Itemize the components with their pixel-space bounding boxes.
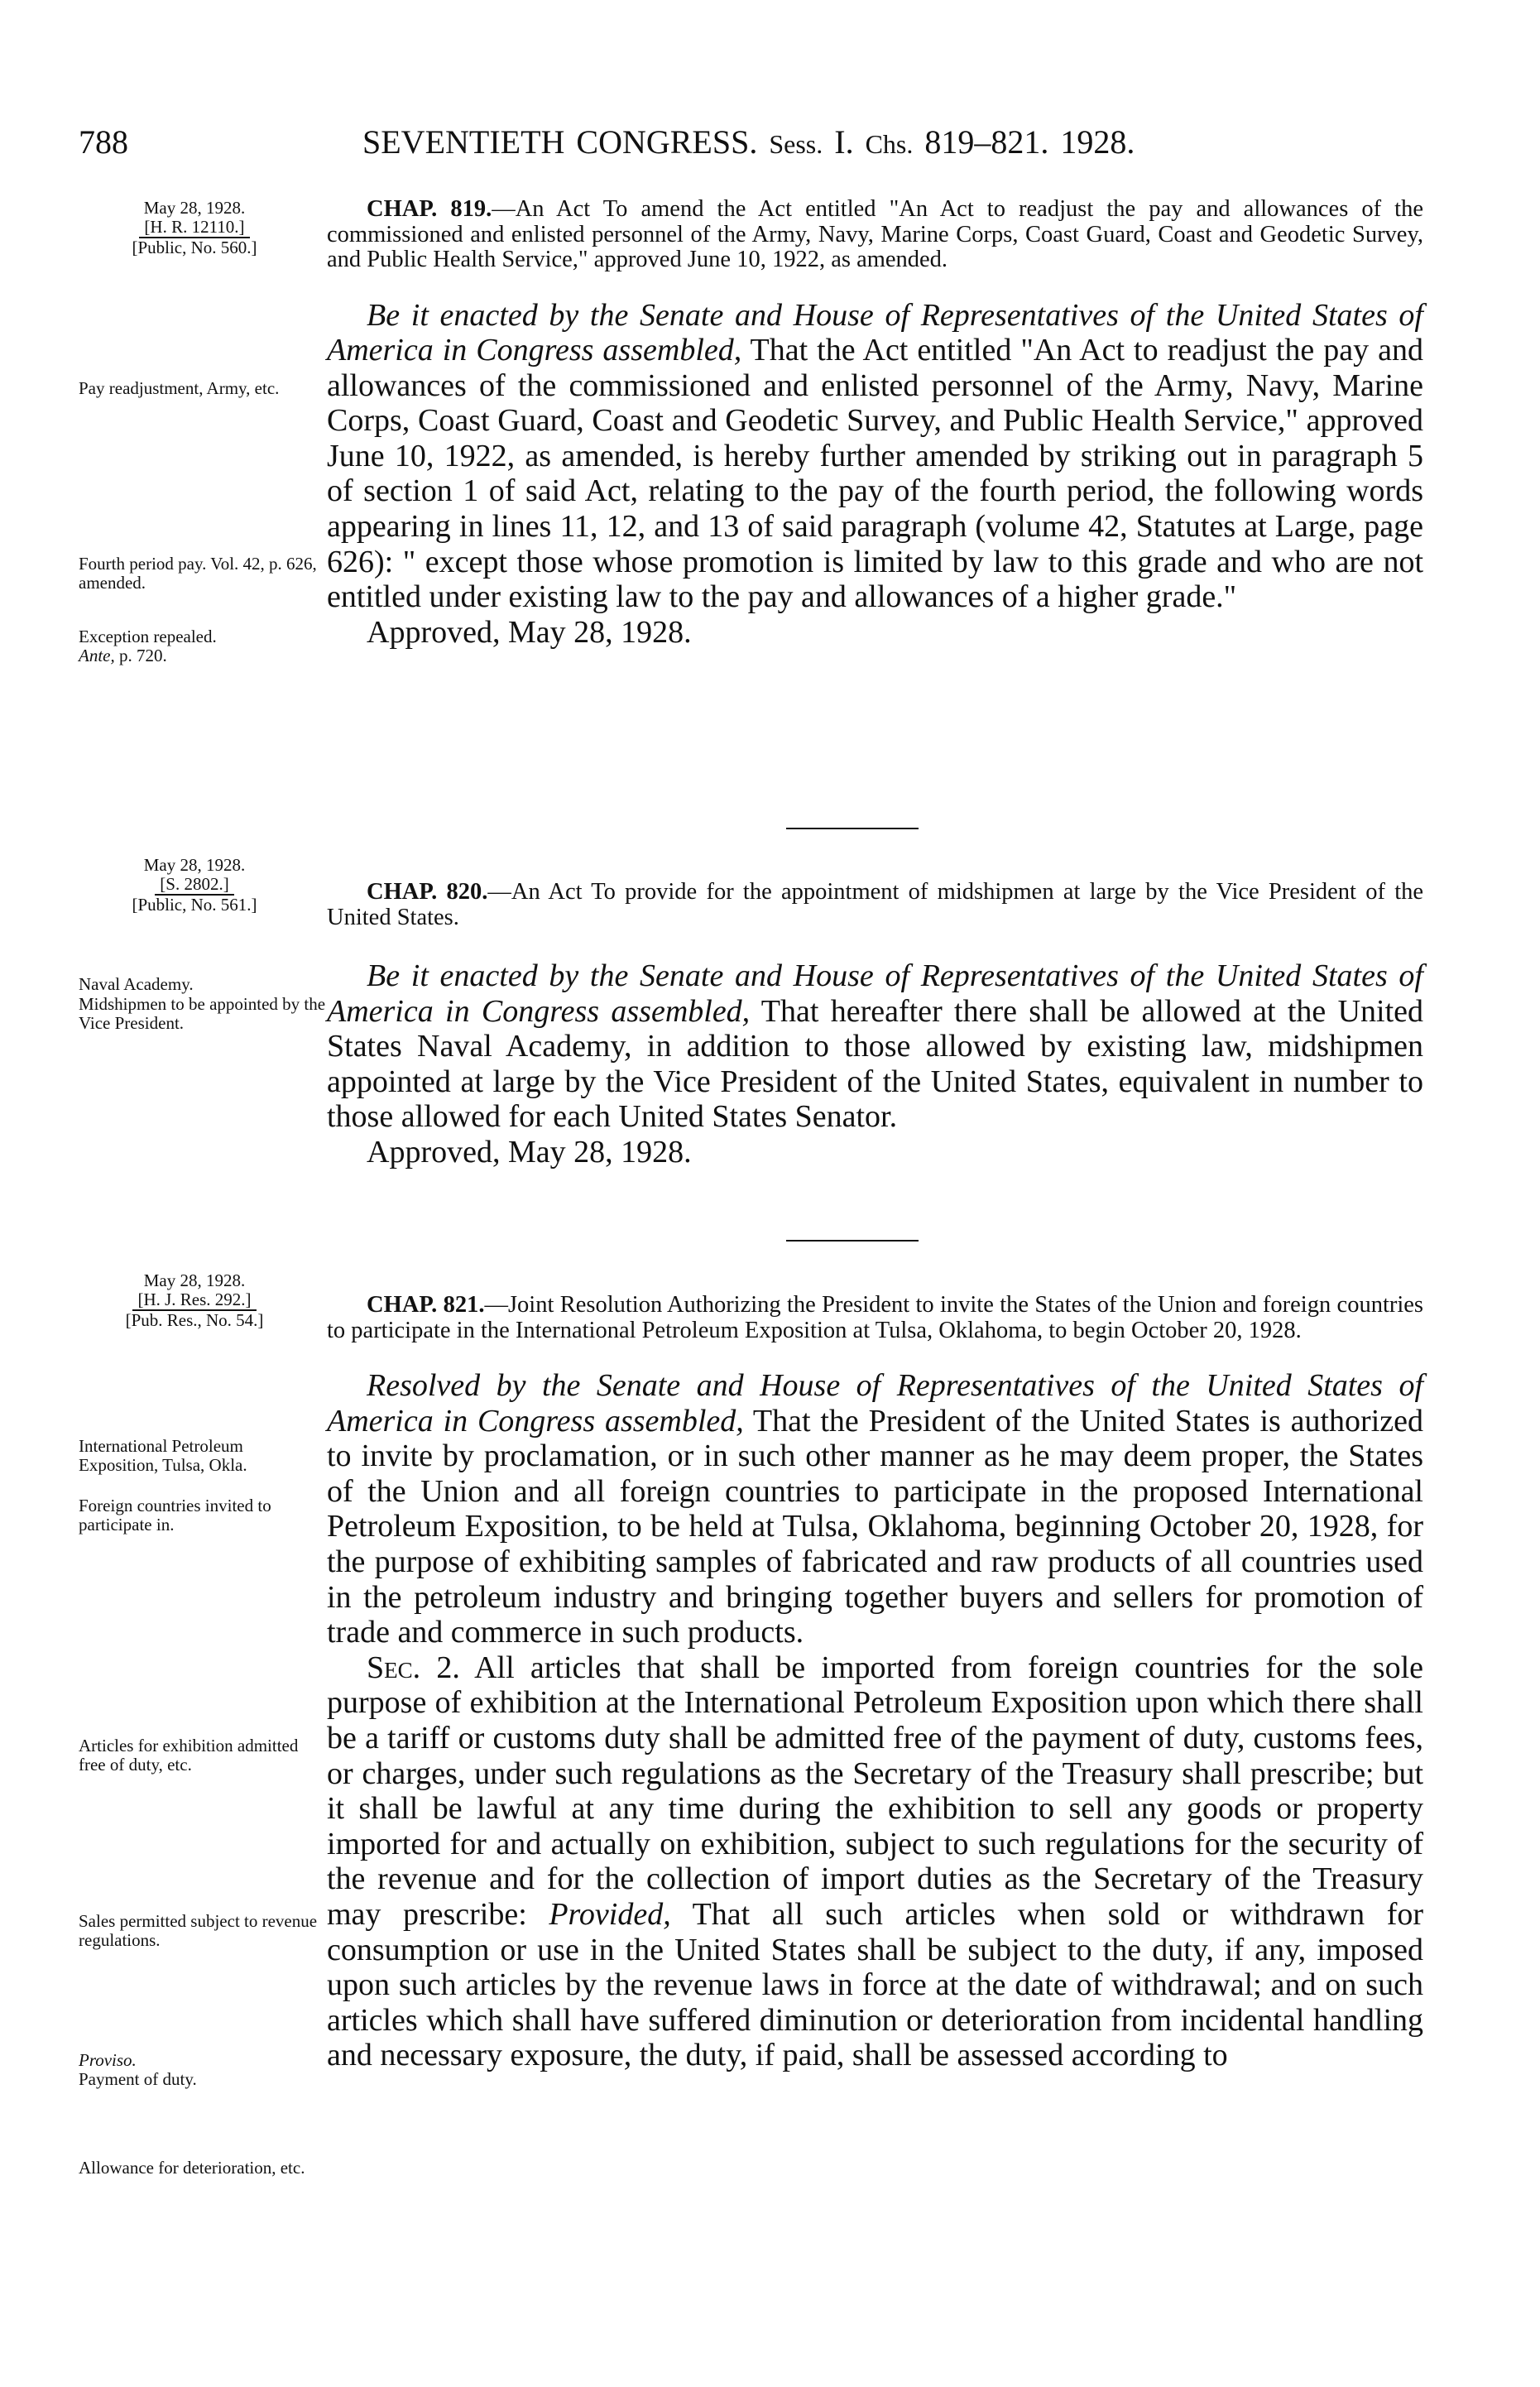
divider-rule [786,1240,919,1242]
note-exception-repealed: Exception repealed. Ante, p. 720. [79,627,217,665]
chapter-819-title: CHAP. 819.—An Act To amend the Act entitled "An Act to readjust the pay and allowances of the commissioned and enlisted personnel of the Army, Navy, Marine Corps, Coast Guard, Coast and Geodetic Survey, and Public Health Service," approved June 10, 1922, as amended. [327,196,1423,272]
note-naval-academy: Naval Academy. [79,974,194,994]
chapter-820 [327,880,1423,1170]
chapter-820-meta: May 28, 1928. [S. 2802.] [Public, No. 561.] [132,855,257,915]
note-foreign-countries-invited: Foreign countries invited to participate in. [79,1496,271,1534]
chapter-819-meta: May 28, 1928. [H. R. 12110.] [Public, No. 560.] [132,198,257,257]
divider-rule [786,828,919,829]
chapter-821 [327,1293,1423,2073]
chapter-821-meta: May 28, 1928. [H. J. Res. 292.] [Pub. Res., No. 54.] [125,1270,264,1330]
note-fourth-period-pay: Fourth period pay. Vol. 42, p. 626, amended. [79,554,317,593]
chapter-820-approved: Approved, May 28, 1928. [367,1134,692,1169]
chapter-821-sec-2: Sec. 2. All articles that shall be imported from foreign countries for the sole purpose of exhibition at the International Petroleum Exposition upon which there shall be a tariff or customs duty shall be admitted free of the payment of duty, customs fees, or charges, under such regulations as the Secretary of the Treasury shall prescribe; but it shall be lawful at any time during the exhibition to sell any goods or property imported for and actually on exhibition, subject to such regulations for the security of the revenue and for the collection of import duties as the Secretary of the Treasury may prescribe: Provided, That all such articles when sold or withdrawn for consumption or use in the United States shall be subject to the duty, if any, imposed upon such articles by the revenue laws in force at the date of withdrawal; and on such articles which shall have suffered diminution or deterioration from incidental handling and necessary exposure, the duty, if paid, shall be assessed according to [327,1650,1424,2073]
note-pay-readjustment: Pay readjustment, Army, etc. [79,378,280,398]
chapter-819-approved: Approved, May 28, 1928. [367,614,692,650]
note-allowance-deterioration: Allowance for deterioration, etc. [79,2158,305,2178]
running-title: SEVENTIETH CONGRESS. Sess. I. Chs. 819–821. 1928. [362,123,1135,161]
note-payment-of-duty: Payment of duty. [79,2069,197,2089]
running-sess: Sess. [769,129,823,159]
note-midshipmen: Midshipmen to be appointed by the Vice President. [79,994,326,1033]
note-proviso: Proviso. [79,2050,137,2070]
chapter-820-text: Be it enacted by the Senate and House of Representatives of the United States of America in Congress assembled, That hereafter there shall be allowed at the United States Naval Academy, in addition to those allowed by existing law, midshipmen appointed at large by the Vice President of the United States, equivalent in number to those allowed for each United States Senator. [327,958,1424,1135]
chapter-821-title: CHAP. 821.—Joint Resolution Authorizing the President to invite the States of the Union and foreign countries to participate in the International Petroleum Exposition at Tulsa, Oklahoma, to begin October 20, 1928. [327,1292,1424,1343]
chapter-819 [327,197,1423,650]
running-chs: Chs. [865,129,914,159]
note-international-petroleum-exposition: International Petroleum Exposition, Tulsa, Okla. [79,1436,247,1475]
chapter-820-title: CHAP. 820.—An Act To provide for the appointment of midshipmen at large by the Vice President of the United States. [327,879,1424,930]
chapter-819-text: Be it enacted by the Senate and House of Representatives of the United States of America in Congress assembled, That the Act entitled "An Act to readjust the pay and allowances of the commissioned and enlisted personnel of the Army, Navy, Marine Corps, Coast Guard, Coast and Geodetic Survey, and Public Health Service," approved June 10, 1922, as amended, is hereby further amended by striking out in paragraph 5 of section 1 of said Act, relating to the pay of the fourth period, the following words appearing in lines 11, 12, and 13 of said paragraph (volume 42, Statutes at Large, page 626): " except those whose promotion is limited by law to this grade and who are not entitled under existing law to the pay and allowances of a higher grade." [327,297,1423,615]
note-sales-permitted: Sales permitted subject to revenue regulations. [79,1911,318,1950]
note-articles-admitted-free: Articles for exhibition admitted free of duty, etc. [79,1736,299,1775]
chapter-821-text: Resolved by the Senate and House of Representatives of the United States of America in Congress assembled, That the President of the United States is authorized to invite by proclamation, or in such other manner as he may deem proper, the States of the Union and all foreign countries to participate in the proposed International Petroleum Exposition, to be held at Tulsa, Oklahoma, beginning October 20, 1928, for the purpose of exhibiting samples of fabricated and raw products of all countries used in the petroleum industry and bringing together buyers and sellers for promotion of trade and commerce in such products. [327,1368,1423,1650]
page-number: 788 [79,123,128,161]
running-header [79,122,1424,172]
